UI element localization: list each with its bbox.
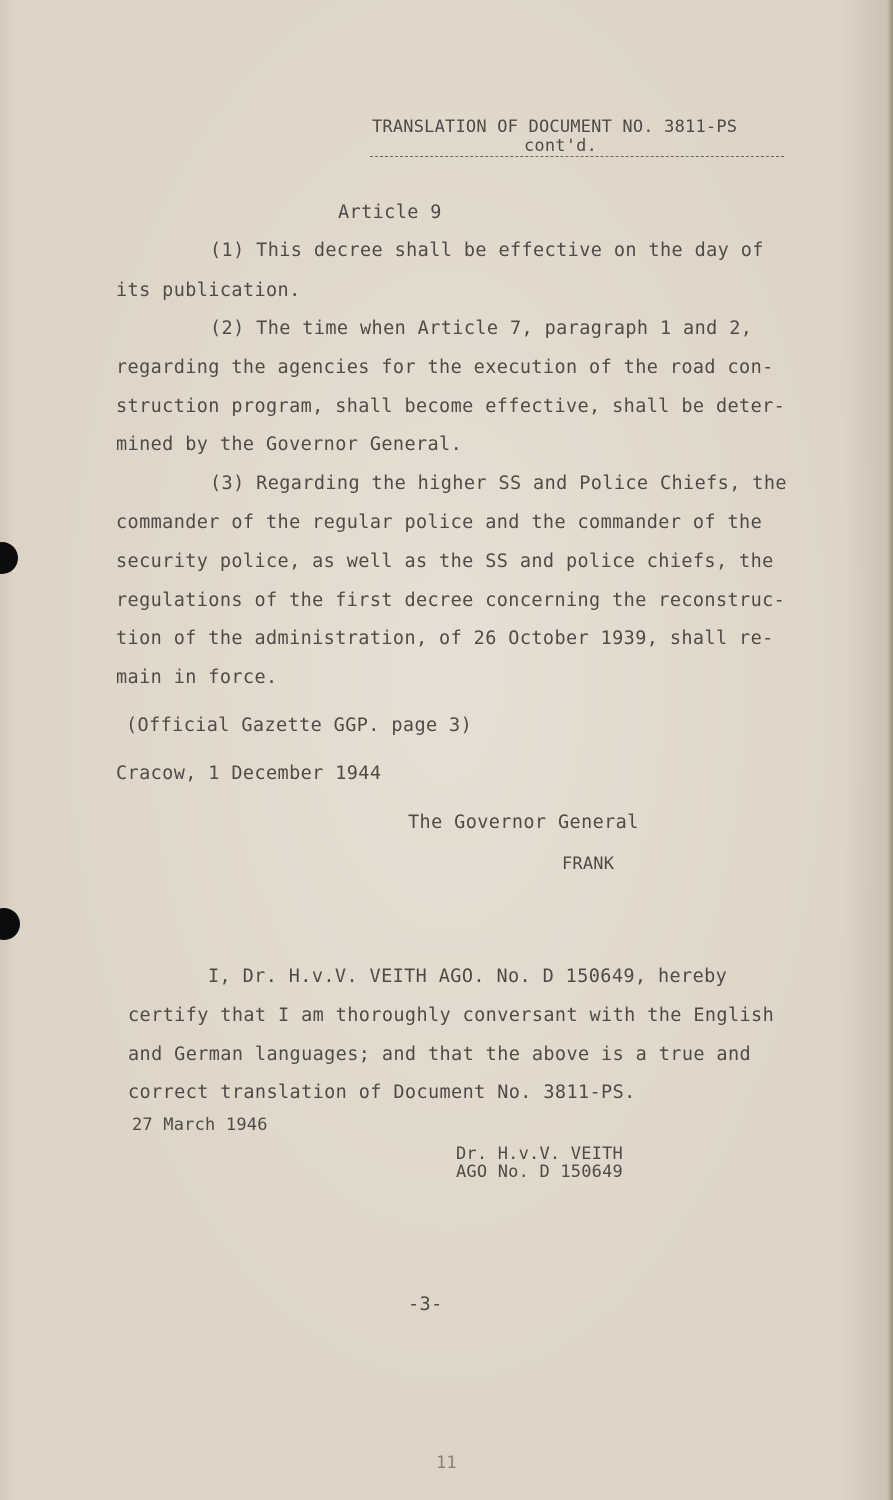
translator-name: Dr. H.v.V. VEITH (456, 1144, 623, 1164)
source-citation: (Official Gazette GGP. page 3) (126, 715, 473, 736)
body-line: regulations of the first decree concerning the reconstruc- (116, 590, 786, 611)
body-line: regarding the agencies for the execution of the road con- (116, 357, 774, 378)
header-underline (370, 156, 784, 157)
body-line: commander of the regular police and the commander of the (116, 512, 763, 533)
body-line: mined by the Governor General. (116, 434, 463, 455)
stamp-mark: 11 (436, 1453, 457, 1473)
body-line: security police, as well as the SS and police chiefs, the (116, 551, 774, 572)
place-date: Cracow, 1 December 1944 (116, 763, 382, 784)
signer-title: The Governor General (408, 812, 639, 833)
signer-name: FRANK (562, 854, 615, 874)
translator-ago-number: AGO No. D 150649 (456, 1162, 623, 1182)
certification-line: correct translation of Document No. 3811-PS. (128, 1082, 636, 1103)
document-title: TRANSLATION OF DOCUMENT NO. 3811-PS (372, 117, 738, 137)
certification-line: certify that I am thoroughly conversant with the English (128, 1005, 775, 1026)
punch-hole-top (0, 542, 18, 574)
page-edge-shadow (887, 0, 893, 1500)
certification-line: I, Dr. H.v.V. VEITH AGO. No. D 150649, hereby (208, 966, 728, 987)
punch-hole-bottom (0, 908, 20, 940)
certification-date: 27 March 1946 (132, 1115, 268, 1135)
body-line: struction program, shall become effective, shall be deter- (116, 396, 786, 417)
page-number: -3- (408, 1294, 443, 1315)
body-line: main in force. (116, 667, 278, 688)
document-subtitle: cont'd. (524, 136, 598, 156)
body-line: its publication. (116, 280, 301, 301)
body-line: tion of the administration, of 26 October 1939, shall re- (116, 628, 774, 649)
body-line: (1) This decree shall be effective on the day of (210, 240, 764, 261)
article-heading: Article 9 (338, 202, 442, 223)
body-line: (3) Regarding the higher SS and Police Chiefs, the (210, 473, 787, 494)
certification-line: and German languages; and that the above is a true and (128, 1044, 752, 1065)
body-line: (2) The time when Article 7, paragraph 1 and 2, (210, 318, 753, 339)
